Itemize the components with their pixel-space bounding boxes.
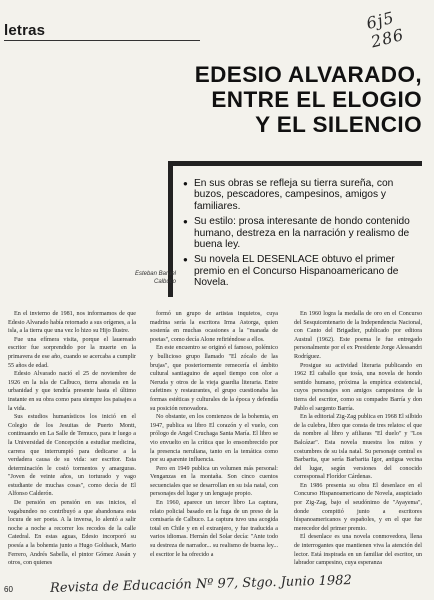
paragraph: Pero en 1949 publica un volumen más personal: Venganzas en la montaña. Son cinco cuentos secuenciales que se desarrollan en su isla natal, con personajes del lugar y un lenguaje propio.	[150, 465, 278, 498]
caption-place: Calbuco	[153, 279, 176, 285]
paragraph: formó un grupo de artistas inquietos, cuya madrina sería la escritora Irma Astorga, quien sostenía en muchas ocasiones a la "manada de poetas", como decía Alone refiriéndose a ellos.	[150, 311, 278, 343]
paragraph: En el invierno de 1981, nos informamos de que Edesio Alvarado había retornado a sus orígenes, a la isla, a la tierra que una vez lo hizo su Hijo Ilustre.	[8, 311, 136, 335]
paragraph: Fue una efímera visita, porque el lauereado escritor fue sorprendido por la muerte en la primavera de ese año, cuando se acercaba a cumplir 55 años de edad.	[8, 336, 136, 369]
paragraph: En 1960, aparece un tercer libro La captura, relato policial basado en la fuga de un preso de la comisaría de Calbuco. La captura tuvo una acogida total en Chile y en el extranjero, y fue traducida a varios idiomas. Hernán del Solar decía: "Ante todo su destreza de narrador... su realismo de buena ley... el escritor le ha ofrecido a	[150, 500, 278, 558]
summary-point: ● Su novela EL DESENLACE obtuvo el primer premio en el Concurso Hispanoamericano de Novela.	[183, 254, 418, 288]
paragraph: De pensión en pensión en sus inicios, el vagabundeo no contribuyó a que abandonara esta locura de ser poeta. A la inversa, lo alentó a salir noche a noche a recorrer los recodos de la calle Catedral. En estas aguas, Edesio incorporó su poesía a la bohemia junto a Hugo Goldsack, Mario Ferrero, Andrés Sabella, el pintor Gómez Assán y otros, con quienes	[8, 500, 136, 567]
paragraph: En este encuentro se originó el famoso, polémico y bullicioso grupo llamado "El zócalo de las brujas", que posteriormente remecería el ámbito cultural santiaguino de aquel tiempo con olor a Neruda y otros de la vieja guardia literaria. Entre cafetines y restaurantes, el grupo cuestionaba las formas estéticas y culturales de la época y defendía su posición renovadora.	[150, 345, 278, 412]
title-line: Y EL SILENCIO	[255, 112, 422, 137]
title-line: EDESIO ALVARADO,	[194, 62, 422, 87]
paragraph: Sus estudios humanísticos los inició en el Colegio de los Jesuitas de Puerto Montt, continuando en La Salle de Temuco, para ir luego a la Universidad de Concepción a estudiar medicina, carrera que interrumpió para dedicarse a la verdadera causa de su vida: ser escritor. Esta determinación le costó tormentos y amarguras. "Joven de veinte años, un torturado y vago estudiante de muchas cosas", como decía de El Alfonso Calderón.	[8, 414, 136, 498]
page-number: 60	[4, 585, 13, 594]
section-label: letras	[4, 22, 46, 39]
text-column-3	[294, 310, 422, 572]
handwritten-catalog-number: 6j5 286	[364, 7, 407, 52]
caption-author: Esteban Baruel	[134, 271, 176, 277]
summary-point: ● Su estilo: prosa interesante de hondo contenido humano, destreza en la narración y realismo de buena ley.	[183, 216, 418, 250]
paragraph: En 1986 presenta su obra El desenlace en el Concurso Hispanoamericano de Novela, auspiciado por Zig-Zag, bajo el seudónimo de "Ayayema", donde compitió junto a escritores hispanoamericanos y españoles, y en el que fue merecedor del primer premio.	[294, 482, 422, 532]
handwritten-source-note: Revista de Educación Nº 97, Stgo. Junio 1982	[49, 573, 352, 596]
title-line: ENTRE EL ELOGIO	[211, 87, 422, 112]
paragraph: Prosigue su actividad literaria publicando en 1962 El caballo que tosía, una novela de hondo sentido humano, próxima la empírica existencial, cuyos personajes son amigos campesinos de la tierra del escritor, como su compadre Barría y don Pablo el sargento Barría.	[294, 362, 422, 412]
text-column-1	[8, 310, 136, 572]
paragraph: Edesio Alvarado nació el 25 de noviembre de 1926 en la isla de Calbuco, tierra ahorada en la urbanidad y que tendría presente hasta el último instante en su obra como para siempre los paisajes a la vida.	[8, 371, 136, 412]
summary-box	[168, 161, 422, 297]
photo-caption	[96, 270, 176, 286]
paragraph: En la editorial Zig-Zag publica en 1968 El silbido de la culebra, libro que consta de tres relatos: el que da nombre al libro y afiliaras "El duelo" y "Los Balcázar". Esta novela muestra los mitos y costumbres de su isla natal. Su personaje central es Barbarita, que sería Barbarita Igor, antigua vecina del lugar, según versiones del conocido corresponsal Florídor Cárdenas.	[294, 414, 422, 481]
section-divider	[4, 40, 200, 41]
article-title	[102, 62, 422, 137]
paragraph: El desenlace es una novela conmovedora, llena de interrogantes que mantienen viva la atención del lector. Está inspirada en un familiar del escritor, un labrador campesino, cuya esperanza	[294, 534, 422, 567]
text-column-2	[150, 310, 278, 572]
paragraph: En 1960 logra la medalla de oro en el Concurso del Sesquicentenario de la Independencia Nacional, con Canto del Brigadier, publicado por editora Austral (1962). Este poema le fue entregado personalmente por el ex Presidente Jorge Alessandri Rodríguez.	[294, 311, 422, 360]
paragraph: No obstante, en los comienzos de la bohemia, en 1947, publica su libro El corazón y el vuelo, con prólogo de Angel Cruchaga Santa María. El libro se vio envuelto en la crítica que lo ensombrecido por la presencia neruliana, tanto en la temática como por su aparente influencia.	[150, 414, 278, 464]
summary-point: ● En sus obras se refleja su tierra sureña, con buzos, pescadores, campesinos, amigos y familiares.	[183, 178, 418, 212]
